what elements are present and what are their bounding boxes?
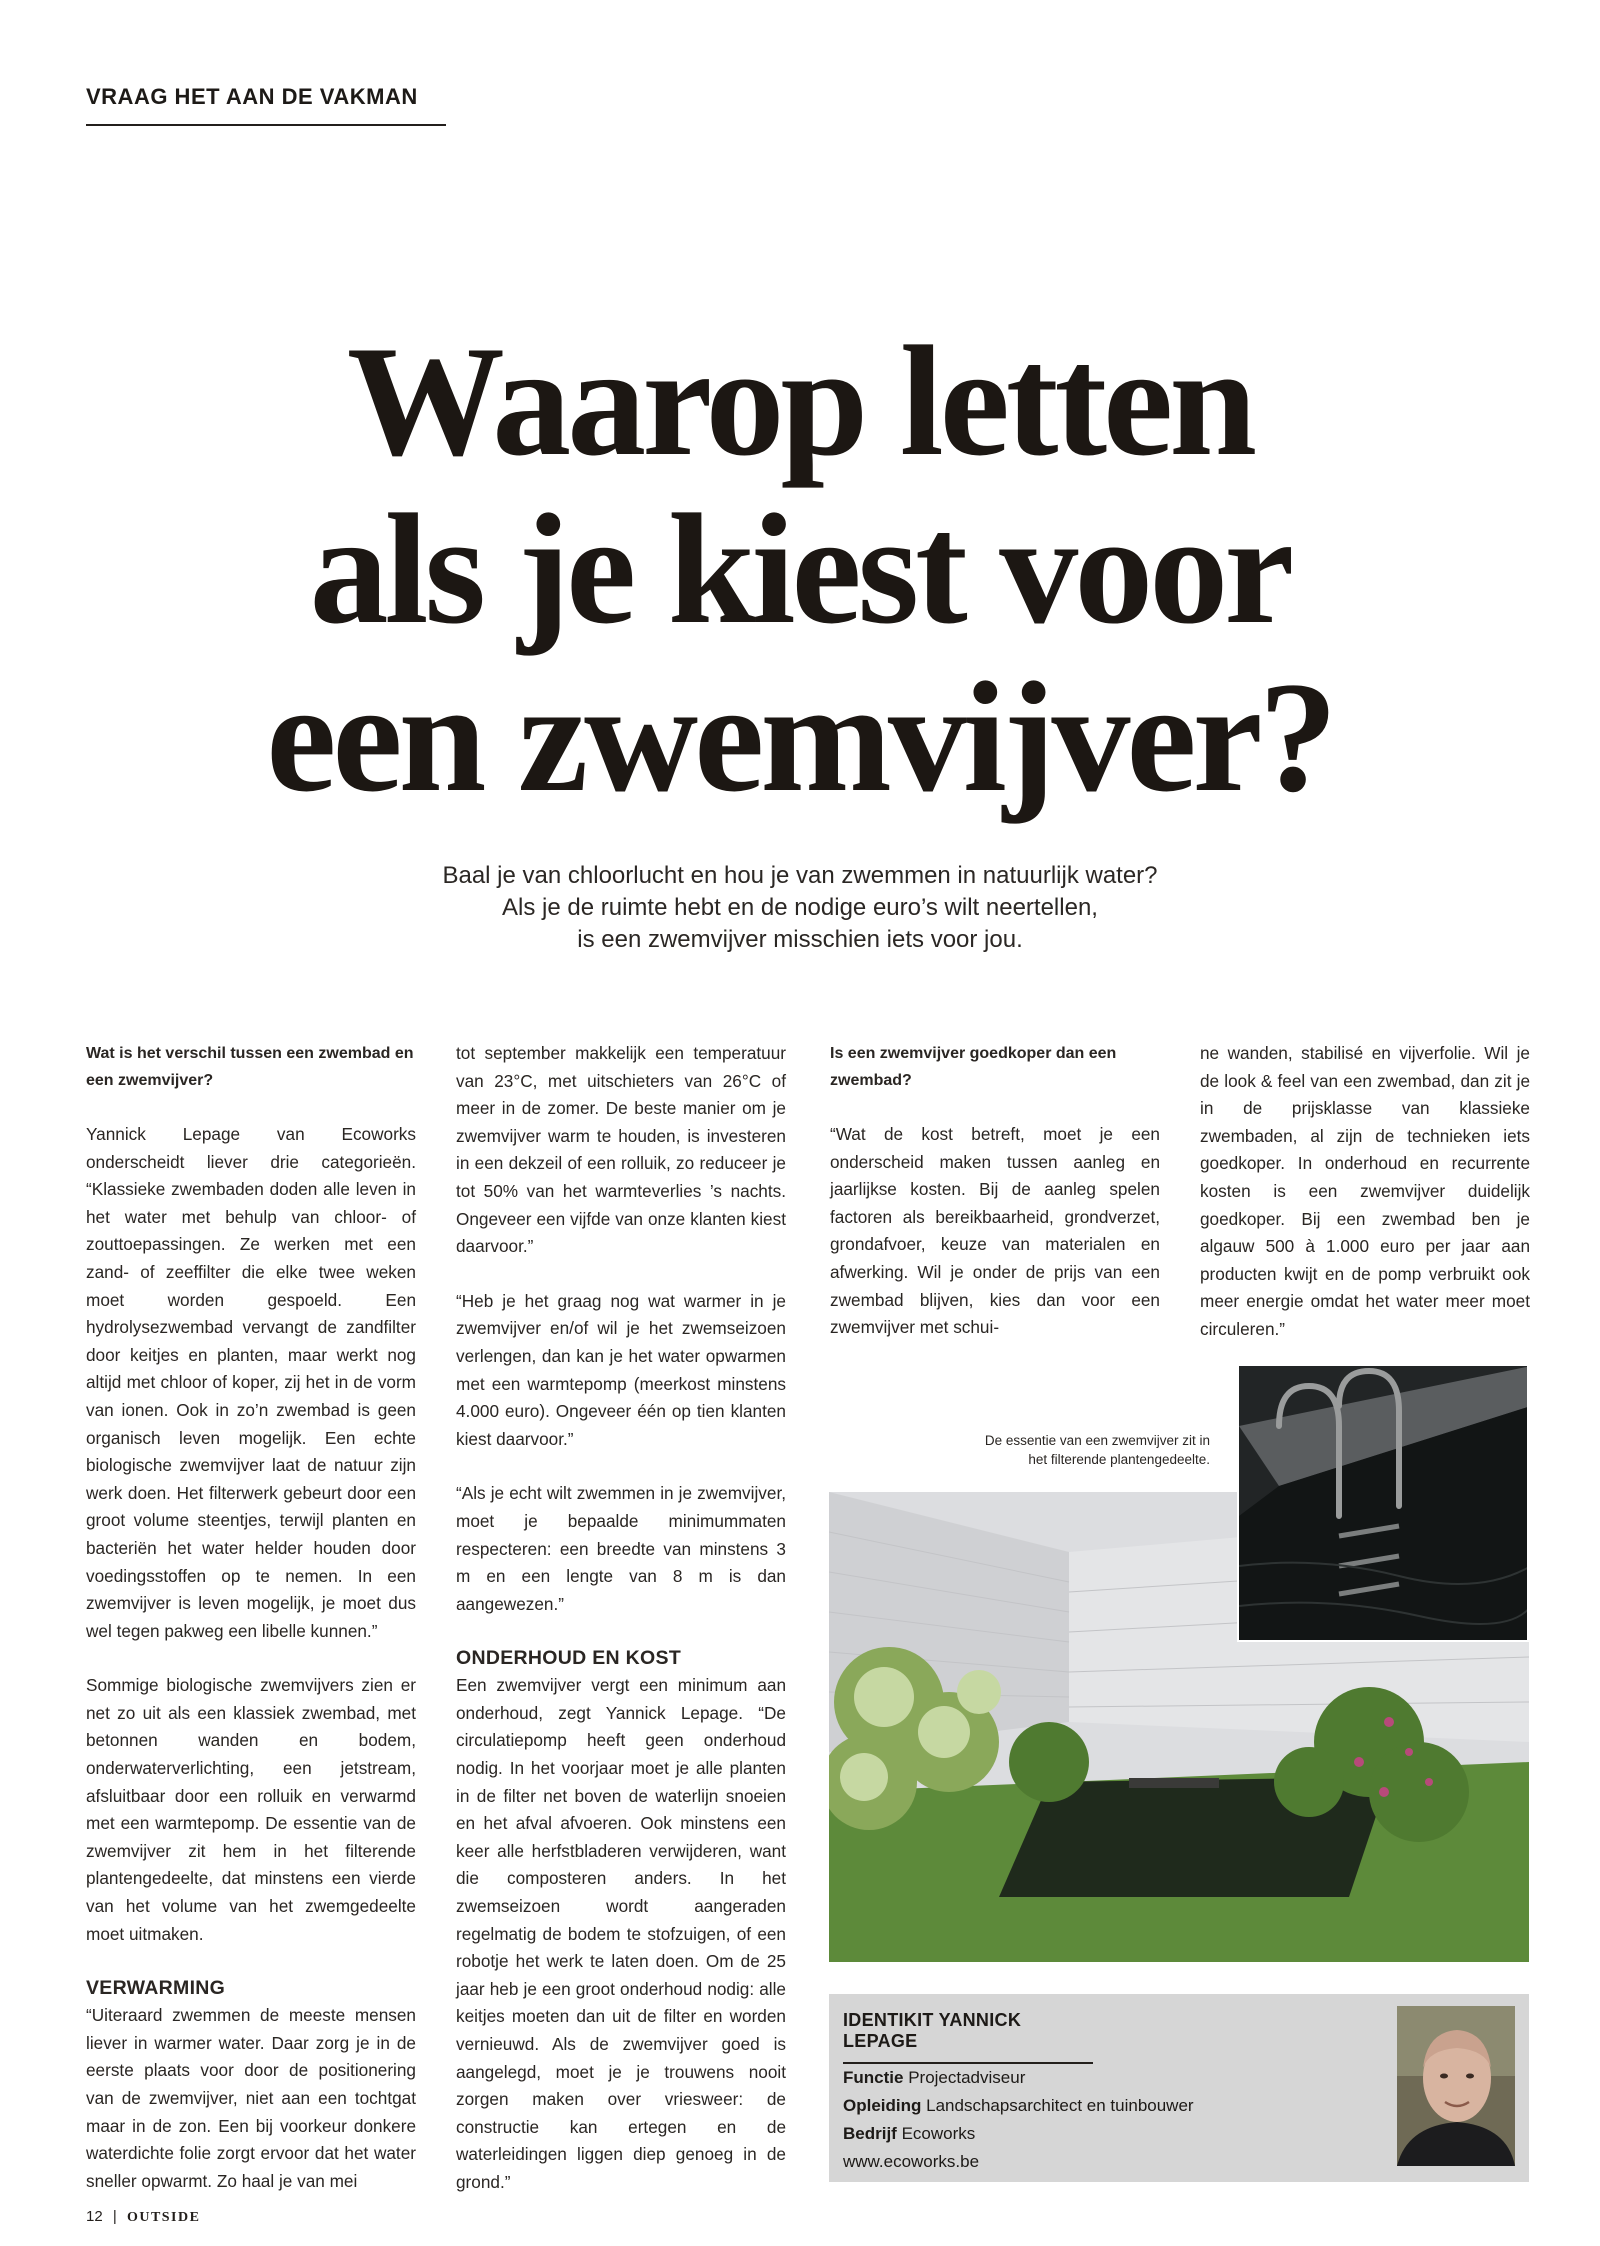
page-number: 12 xyxy=(86,2208,103,2225)
footer-separator: | xyxy=(112,2208,117,2225)
article-column-1 xyxy=(86,1040,416,2222)
article-column-2 xyxy=(456,1040,786,2224)
article-column-3 xyxy=(830,1040,1160,1369)
identikit-details xyxy=(843,2064,1194,2176)
bedrijf-value: Ecoworks xyxy=(901,2124,976,2143)
headline-line-1: Waarop letten xyxy=(346,314,1254,489)
opleiding-label: Opleiding xyxy=(843,2096,922,2115)
caption-line-2: het filterende plantengedeelte. xyxy=(1028,1452,1210,1467)
pool-ladder-photo xyxy=(1237,1364,1529,1642)
paragraph: ne wanden, stabilisé en vijverfolie. Wil je de look & feel van een zwembad, dan zit je in de prijsklasse van klassieke zwembaden, al zijn de technieken iets goedkoper. In onderhoud en recurrente kosten is een zwemvijver duidelijk goedkoper. Bij een zwembad ben je algauw 500 à 1.000 euro per jaar aan producten kwijt en de pomp verbruikt ook meer energie omdat het water meer moet circuleren.” xyxy=(1200,1043,1530,1339)
intro-text xyxy=(330,860,1270,956)
identikit-row-opleiding xyxy=(843,2092,1194,2120)
paragraph: “Wat de kost betreft, moet je een onderscheid maken tussen aanleg en jaarlijkse kosten. Bij de aanleg spelen factoren als bereikbaarheid, grondverzet, grondafvoer, keuze van materialen en afwerking. Wil je onder de prijs van een zwembad blijven, kies dan voor een zwemvijver met schui- xyxy=(830,1124,1160,1338)
website-link[interactable]: www.ecoworks.be xyxy=(843,2152,980,2171)
photo-caption xyxy=(940,1431,1210,1469)
paragraph: “Uiteraard zwemmen de meeste mensen liever in warmer water. Daar zorg je in de eerste plaats voor door de positionering van de zwemvijver, niet aan een tochtgat maar in de zon. Een bij voorkeur donkere waterdichte folie zorgt ervoor dat het water sneller opwarmt. Zo haal je van mei xyxy=(86,2005,416,2191)
paragraph: Een zwemvijver vergt een minimum aan onderhoud, zegt Yannick Lepage. “De circulatiepomp heeft geen onderhoud nodig. In het voorjaar moet je alle planten in de filter net boven de waterlijn snoeien en het afval afvoeren. Ook minstens een keer alle herfstbladeren verwijderen, want die composteren anders. In het zwemseizoen wordt aangeraden regelmatig de bodem te stofzuigen, of een robotje het werk te laten doen. Om de 25 jaar heb je een groot onderhoud nodig: alle keitjes moeten dan uit de filter en worden vernieuwd. Als de zwemvijver goed is aangelegd, moet je je trouwens nooit zorgen maken over vriesweer: de constructie kan ertegen en de waterleidingen liggen diep genoeg in de grond.” xyxy=(456,1675,786,2192)
question-heading: Wat is het verschil tussen een zwembad en een zwemvijver? xyxy=(86,1045,414,1089)
identikit-row-functie xyxy=(843,2064,1194,2092)
identikit-row-bedrijf xyxy=(843,2120,1194,2148)
intro-line-3: is een zwemvijver misschien iets voor jou. xyxy=(577,926,1023,953)
portrait-photo xyxy=(1397,2006,1515,2166)
caption-line-1: De essentie van een zwemvijver zit in xyxy=(984,1433,1210,1448)
section-heading: VERWARMING xyxy=(86,1977,226,2000)
page-footer xyxy=(86,2208,200,2226)
magazine-name: OUTSIDE xyxy=(126,2210,201,2225)
functie-value: Projectadviseur xyxy=(908,2068,1026,2087)
headline-line-2: als je kiest voor xyxy=(309,482,1291,657)
intro-line-2: Als je de ruimte hebt en de nodige euro’s wilt neertellen, xyxy=(502,894,1098,921)
question-heading: Is een zwemvijver goedkoper dan een zwembad? xyxy=(830,1045,1117,1089)
identikit-title: IDENTIKIT YANNICK LEPAGE xyxy=(843,2010,1093,2064)
paragraph: tot september makkelijk een temperatuur van 23°C, met uitschieters van 26°C of meer in de zomer. De beste manier om je zwemvijver warm te houden, is investeren in een dekzeil of een rolluik, zo reduceer je tot 50% van het warmteverlies ’s nachts. Ongeveer een vijfde van onze klanten kiest daarvoor.” xyxy=(456,1043,786,1257)
functie-label: Functie xyxy=(843,2068,904,2087)
section-tag: VRAAG HET AAN DE VAKMAN xyxy=(86,84,446,126)
headline-line-3: een zwemvijver? xyxy=(266,650,1334,825)
bedrijf-label: Bedrijf xyxy=(843,2124,897,2143)
paragraph: Sommige biologische zwemvijvers zien er net zo uit als een klassiek zwembad, met betonnen wanden en bodem, onderwaterverlichting, een jetstream, afsluitbaar door een rolluik en verwarmd met een warmtepomp. De essentie van de zwemvijver zit hem in het filterende plantengedeelte, dat minstens een vierde van het volume van het zwemgedeelte moet uitmaken. xyxy=(86,1675,416,1944)
section-heading: ONDERHOUD EN KOST xyxy=(456,1647,682,1670)
identikit-box xyxy=(829,1994,1529,2182)
intro-line-1: Baal je van chloorlucht en hou je van zwemmen in natuurlijk water? xyxy=(442,862,1158,889)
paragraph: Yannick Lepage van Ecoworks onderscheidt liever drie categorieën. “Klassieke zwembaden doden alle leven in het water met behulp van chloor- of zouttoepassingen. Ze werken met een zand- of zeeffilter die elke twee weken moet worden gespoeld. Een hydrolysezwembad vervangt de zandfilter door keitjes en planten, maar werkt nog altijd met chloor of koper, zij het in de vorm van ionen. Ook in zo’n zwembad is geen organisch leven mogelijk. Een echte biologische zwemvijver laat de natuur zijn werk doen. Het filterwerk gebeurt door een groot volume steentjes, terwijl planten en bacteriën het water helder houden door voedingsstoffen op te nemen. In een zwemvijver is leven mogelijk, je moet dus wel tegen pakweg een libelle kunnen.” xyxy=(86,1124,416,1641)
paragraph: “Als je echt wilt zwemmen in je zwemvijver, moet je bepaalde minimummaten respecteren: een breedte van minstens 3 m en een lengte van 8 m is dan aangewezen.” xyxy=(456,1483,786,1614)
opleiding-value: Landschapsarchitect en tuinbouwer xyxy=(926,2096,1194,2115)
headline xyxy=(0,314,1600,825)
paragraph: “Heb je het graag nog wat warmer in je zwemvijver en/of wil je het zwemseizoen verlengen, dan kan je het water opwarmen met een warmtepomp (meerkost minstens 4.000 euro). Ongeveer één op tien klanten kiest daarvoor.” xyxy=(456,1290,786,1449)
article-column-4 xyxy=(1200,1040,1530,1371)
